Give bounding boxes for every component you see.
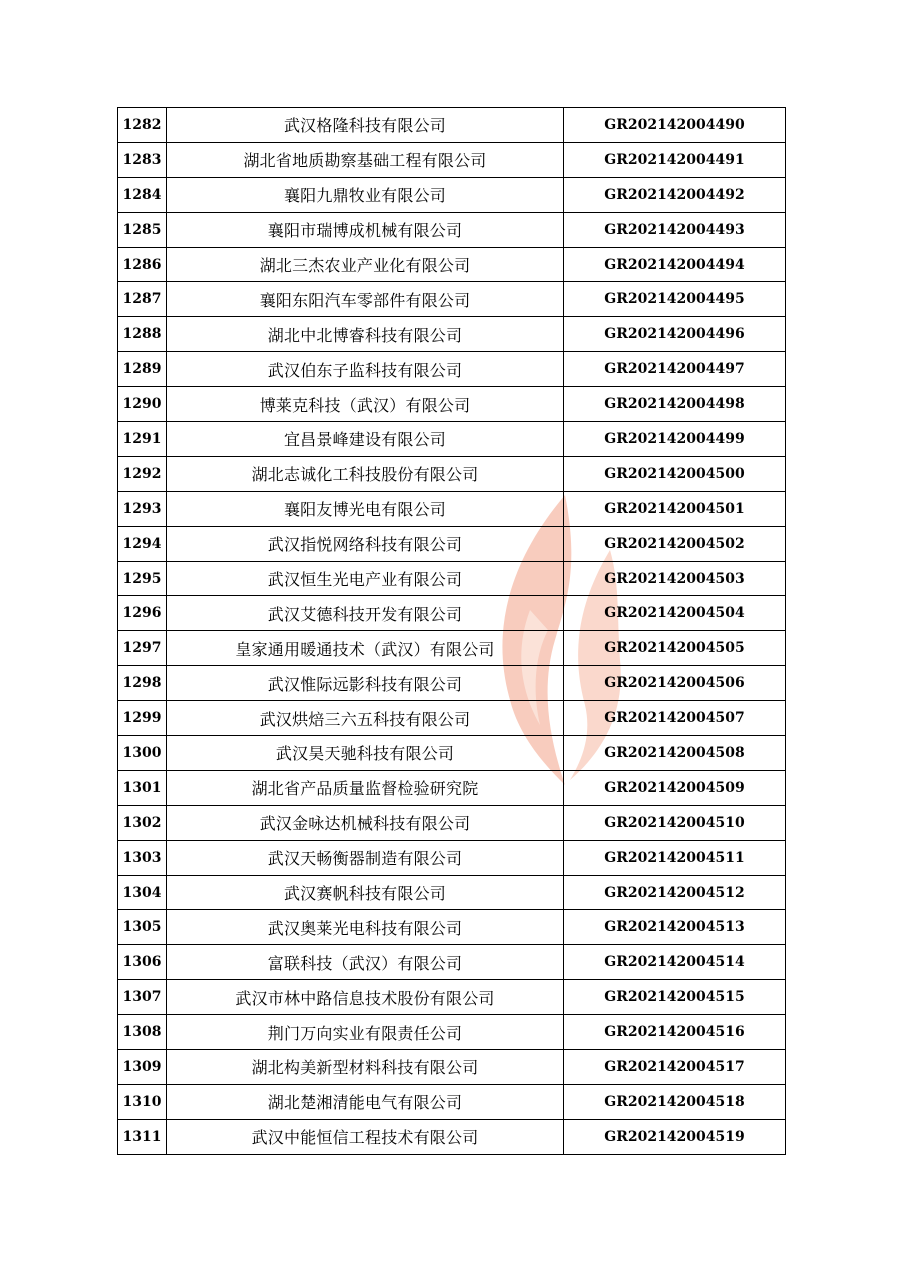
company-name: 武汉艾德科技开发有限公司	[167, 596, 564, 631]
certificate-code: GR202142004510	[564, 805, 786, 840]
company-name: 武汉伯东子监科技有限公司	[167, 352, 564, 387]
company-name: 湖北三杰农业产业化有限公司	[167, 247, 564, 282]
certificate-code: GR202142004508	[564, 736, 786, 771]
table-row	[118, 701, 786, 736]
certificate-code: GR202142004503	[564, 561, 786, 596]
company-name: 皇家通用暖通技术（武汉）有限公司	[167, 631, 564, 666]
certificate-code: GR202142004505	[564, 631, 786, 666]
row-number: 1298	[118, 666, 167, 701]
certificate-code: GR202142004514	[564, 945, 786, 980]
certificate-code: GR202142004515	[564, 980, 786, 1015]
certificate-code: GR202142004504	[564, 596, 786, 631]
table-row	[118, 805, 786, 840]
certificate-code: GR202142004500	[564, 456, 786, 491]
row-number: 1311	[118, 1119, 167, 1154]
row-number: 1292	[118, 456, 167, 491]
row-number: 1302	[118, 805, 167, 840]
company-name: 武汉天畅衡器制造有限公司	[167, 840, 564, 875]
certificate-code: GR202142004490	[564, 108, 786, 143]
company-name: 武汉惟际远影科技有限公司	[167, 666, 564, 701]
certificate-code: GR202142004491	[564, 142, 786, 177]
table-row	[118, 945, 786, 980]
company-name: 武汉指悦网络科技有限公司	[167, 526, 564, 561]
company-name: 宜昌景峰建设有限公司	[167, 422, 564, 457]
certificate-code: GR202142004501	[564, 491, 786, 526]
company-name: 武汉金咏达机械科技有限公司	[167, 805, 564, 840]
company-name: 武汉昊天驰科技有限公司	[167, 736, 564, 771]
company-name: 襄阳友博光电有限公司	[167, 491, 564, 526]
table-row	[118, 1084, 786, 1119]
company-name: 襄阳九鼎牧业有限公司	[167, 177, 564, 212]
row-number: 1300	[118, 736, 167, 771]
table-body	[118, 108, 786, 1155]
table-row	[118, 422, 786, 457]
row-number: 1301	[118, 770, 167, 805]
certificate-code: GR202142004512	[564, 875, 786, 910]
table-row	[118, 561, 786, 596]
row-number: 1297	[118, 631, 167, 666]
certificate-code: GR202142004517	[564, 1050, 786, 1085]
row-number: 1296	[118, 596, 167, 631]
company-name: 武汉奥莱光电科技有限公司	[167, 910, 564, 945]
company-name: 湖北楚湘清能电气有限公司	[167, 1084, 564, 1119]
table-row	[118, 770, 786, 805]
company-name: 襄阳市瑞博成机械有限公司	[167, 212, 564, 247]
row-number: 1293	[118, 491, 167, 526]
certificate-code: GR202142004499	[564, 422, 786, 457]
table-row	[118, 142, 786, 177]
row-number: 1286	[118, 247, 167, 282]
row-number: 1305	[118, 910, 167, 945]
company-name: 武汉恒生光电产业有限公司	[167, 561, 564, 596]
row-number: 1288	[118, 317, 167, 352]
company-name: 博莱克科技（武汉）有限公司	[167, 387, 564, 422]
row-number: 1283	[118, 142, 167, 177]
table-row	[118, 317, 786, 352]
table-row	[118, 631, 786, 666]
company-name: 武汉市林中路信息技术股份有限公司	[167, 980, 564, 1015]
certificate-code: GR202142004497	[564, 352, 786, 387]
certificate-code: GR202142004507	[564, 701, 786, 736]
row-number: 1306	[118, 945, 167, 980]
table-row	[118, 736, 786, 771]
table-row	[118, 1119, 786, 1154]
certificate-code: GR202142004518	[564, 1084, 786, 1119]
table-row	[118, 980, 786, 1015]
certificate-code: GR202142004496	[564, 317, 786, 352]
certificate-code: GR202142004509	[564, 770, 786, 805]
company-name: 湖北构美新型材料科技有限公司	[167, 1050, 564, 1085]
company-name: 武汉烘焙三六五科技有限公司	[167, 701, 564, 736]
table-row	[118, 491, 786, 526]
certificate-code: GR202142004502	[564, 526, 786, 561]
company-name: 湖北志诚化工科技股份有限公司	[167, 456, 564, 491]
table-row	[118, 387, 786, 422]
table-row	[118, 1015, 786, 1050]
company-name: 湖北中北博睿科技有限公司	[167, 317, 564, 352]
company-name: 富联科技（武汉）有限公司	[167, 945, 564, 980]
row-number: 1299	[118, 701, 167, 736]
row-number: 1290	[118, 387, 167, 422]
row-number: 1282	[118, 108, 167, 143]
table-row	[118, 352, 786, 387]
certificate-code: GR202142004506	[564, 666, 786, 701]
certificate-code: GR202142004492	[564, 177, 786, 212]
certificate-code: GR202142004513	[564, 910, 786, 945]
row-number: 1303	[118, 840, 167, 875]
company-name: 湖北省产品质量监督检验研究院	[167, 770, 564, 805]
certificate-code: GR202142004511	[564, 840, 786, 875]
row-number: 1285	[118, 212, 167, 247]
certificate-code: GR202142004495	[564, 282, 786, 317]
certificate-code: GR202142004516	[564, 1015, 786, 1050]
row-number: 1304	[118, 875, 167, 910]
table-row	[118, 177, 786, 212]
table-row	[118, 666, 786, 701]
table-row	[118, 456, 786, 491]
enterprise-table	[117, 107, 786, 1155]
table-row	[118, 1050, 786, 1085]
row-number: 1310	[118, 1084, 167, 1119]
row-number: 1308	[118, 1015, 167, 1050]
table-row	[118, 247, 786, 282]
company-name: 武汉格隆科技有限公司	[167, 108, 564, 143]
table-row	[118, 108, 786, 143]
certificate-code: GR202142004498	[564, 387, 786, 422]
table-row	[118, 910, 786, 945]
row-number: 1289	[118, 352, 167, 387]
row-number: 1284	[118, 177, 167, 212]
row-number: 1309	[118, 1050, 167, 1085]
table-row	[118, 596, 786, 631]
company-name: 湖北省地质勘察基础工程有限公司	[167, 142, 564, 177]
table-row	[118, 526, 786, 561]
certificate-code: GR202142004519	[564, 1119, 786, 1154]
company-name: 襄阳东阳汽车零部件有限公司	[167, 282, 564, 317]
table-row	[118, 875, 786, 910]
certificate-code: GR202142004494	[564, 247, 786, 282]
table-row	[118, 840, 786, 875]
table-row	[118, 282, 786, 317]
company-name: 荆门万向实业有限责任公司	[167, 1015, 564, 1050]
table-row	[118, 212, 786, 247]
row-number: 1294	[118, 526, 167, 561]
certificate-code: GR202142004493	[564, 212, 786, 247]
company-name: 武汉中能恒信工程技术有限公司	[167, 1119, 564, 1154]
row-number: 1295	[118, 561, 167, 596]
row-number: 1287	[118, 282, 167, 317]
company-name: 武汉赛帆科技有限公司	[167, 875, 564, 910]
row-number: 1291	[118, 422, 167, 457]
row-number: 1307	[118, 980, 167, 1015]
